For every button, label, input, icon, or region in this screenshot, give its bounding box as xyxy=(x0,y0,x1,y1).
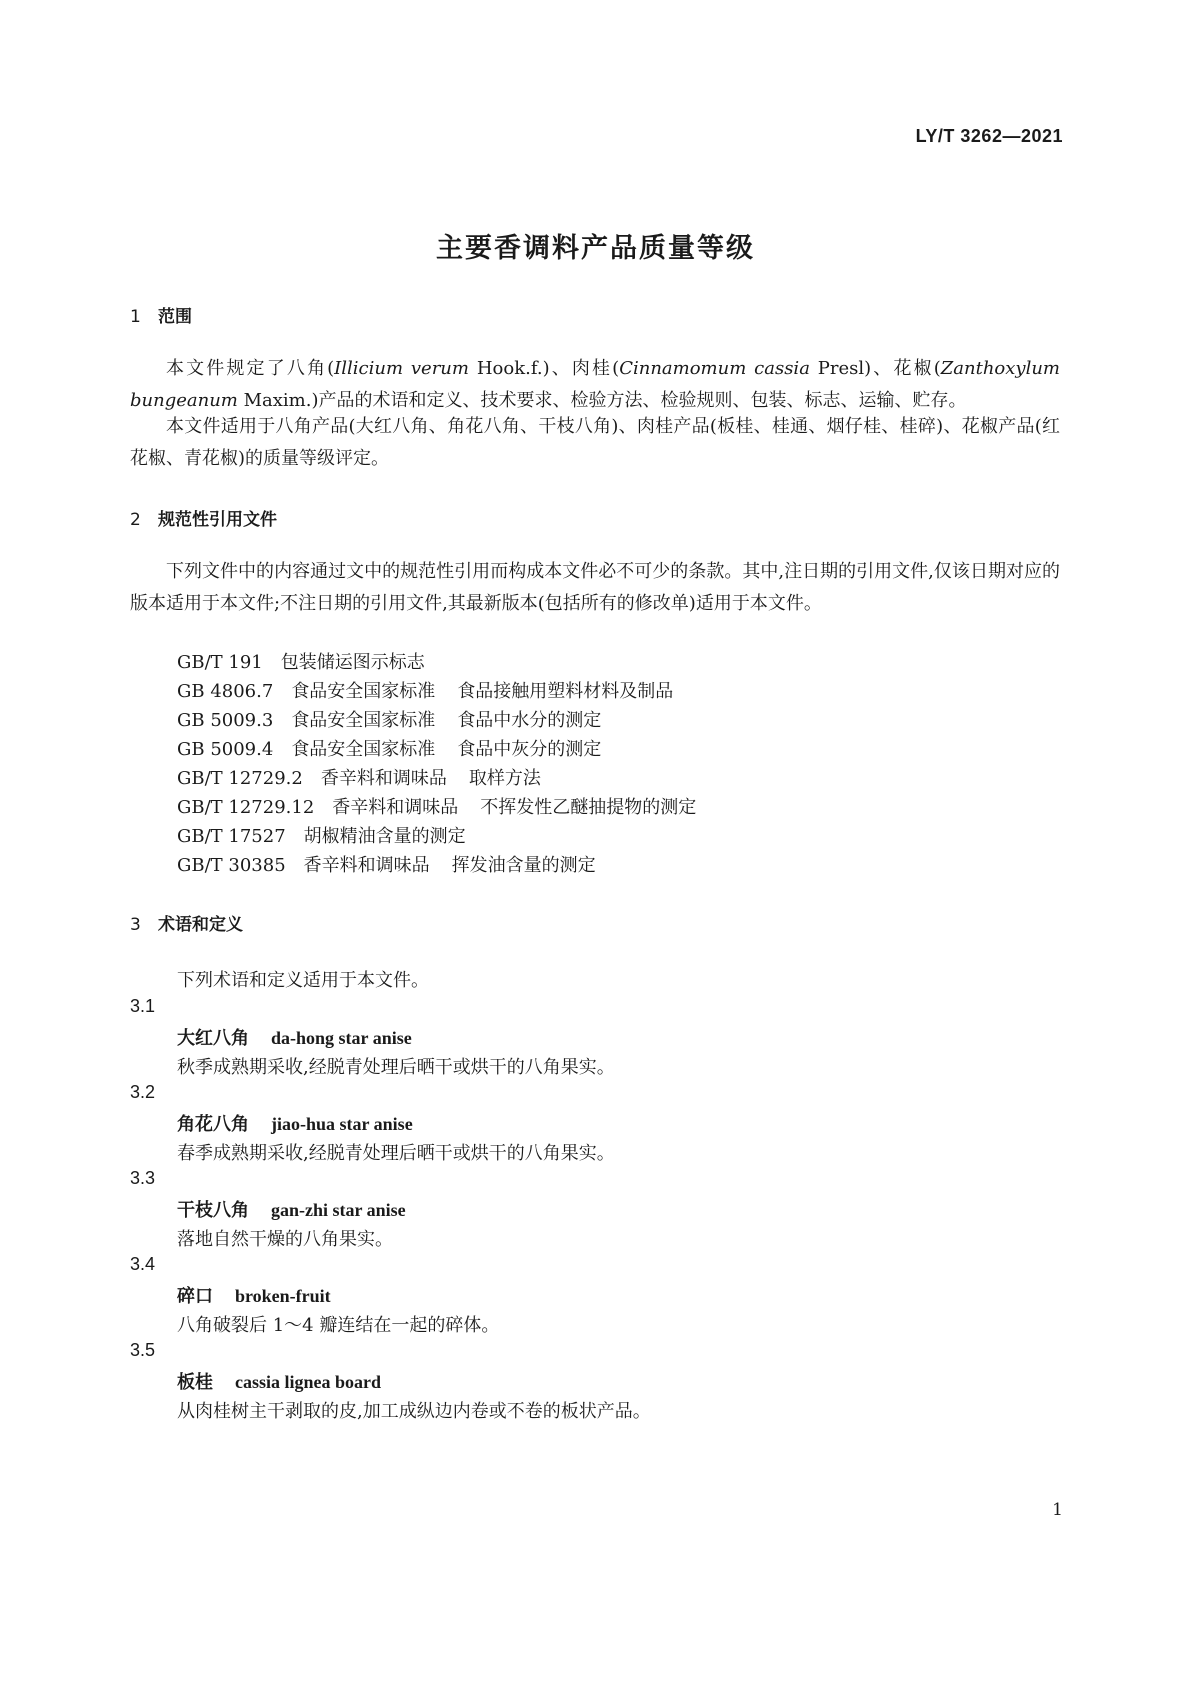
section-3-heading xyxy=(130,910,243,935)
section-number: 2 xyxy=(130,510,141,530)
scope-paragraph-1: 本文件规定了八角(Illicium verum Hook.f.)、肉桂(Cinnamomum cassia Presl)、花椒(Zanthoxylum bungeanum Maxim.)产品的术语和定义、技术要求、检验方法、检验规则、包装、标志、运输、贮存。 xyxy=(130,358,1060,411)
page-number: 1 xyxy=(1052,1500,1063,1520)
term-heading: 大红八角 da-hong star anise xyxy=(177,1028,412,1049)
section-number: 1 xyxy=(130,307,141,327)
reference-item: GB 5009.3 食品安全国家标准 食品中水分的测定 xyxy=(177,710,602,731)
reference-item: GB/T 191 包装储运图示标志 xyxy=(177,652,425,673)
term-definition: 落地自然干燥的八角果实。 xyxy=(177,1229,393,1250)
document-code: LY/T 3262—2021 xyxy=(915,126,1063,146)
reference-item: GB/T 12729.12 香辛料和调味品 不挥发性乙醚抽提物的测定 xyxy=(177,797,697,818)
reference-item: GB 4806.7 食品安全国家标准 食品接触用塑料材料及制品 xyxy=(177,681,674,702)
clause-number: 3.3 xyxy=(130,1168,156,1188)
clause-number: 3.5 xyxy=(130,1340,156,1360)
term-heading: 板桂 cassia lignea board xyxy=(177,1372,382,1393)
scope-paragraph-2: 本文件适用于八角产品(大红八角、角花八角、干枝八角)、肉桂产品(板桂、桂通、烟仔桂、桂碎)、花椒产品(红花椒、青花椒)的质量等级评定。 xyxy=(130,416,1060,469)
clause-number: 3.1 xyxy=(130,996,156,1016)
clause-number: 3.4 xyxy=(130,1254,156,1274)
reference-item: GB/T 12729.2 香辛料和调味品 取样方法 xyxy=(177,768,541,789)
document-title: 主要香调料产品质量等级 xyxy=(436,233,755,264)
section-1-heading xyxy=(130,302,192,327)
term-definition: 八角破裂后 1～4 瓣连结在一起的碎体。 xyxy=(177,1315,500,1336)
reference-item: GB/T 17527 胡椒精油含量的测定 xyxy=(177,826,466,847)
section-title: 规范性引用文件 xyxy=(158,510,277,530)
clause-number: 3.2 xyxy=(130,1082,156,1102)
section-number: 3 xyxy=(130,915,141,935)
term-heading: 角花八角 jiao-hua star anise xyxy=(177,1114,413,1135)
term-heading: 碎口 broken-fruit xyxy=(177,1286,331,1307)
term-definition: 秋季成熟期采收,经脱青处理后晒干或烘干的八角果实。 xyxy=(177,1057,615,1078)
section-2-heading xyxy=(130,505,277,530)
section-title: 范围 xyxy=(158,307,192,327)
term-definition: 春季成熟期采收,经脱青处理后晒干或烘干的八角果实。 xyxy=(177,1143,615,1164)
reference-item: GB/T 30385 香辛料和调味品 挥发油含量的测定 xyxy=(177,855,596,876)
terms-intro: 下列术语和定义适用于本文件。 xyxy=(177,970,429,991)
normative-refs-intro: 下列文件中的内容通过文中的规范性引用而构成本文件必不可少的条款。其中,注日期的引用文件,仅该日期对应的版本适用于本文件;不注日期的引用文件,其最新版本(包括所有的修改单)适用于本文件。 xyxy=(130,561,1060,614)
reference-item: GB 5009.4 食品安全国家标准 食品中灰分的测定 xyxy=(177,739,602,760)
section-title: 术语和定义 xyxy=(158,915,243,935)
term-heading: 干枝八角 gan-zhi star anise xyxy=(177,1200,406,1221)
term-definition: 从肉桂树主干剥取的皮,加工成纵边内卷或不卷的板状产品。 xyxy=(177,1401,651,1422)
